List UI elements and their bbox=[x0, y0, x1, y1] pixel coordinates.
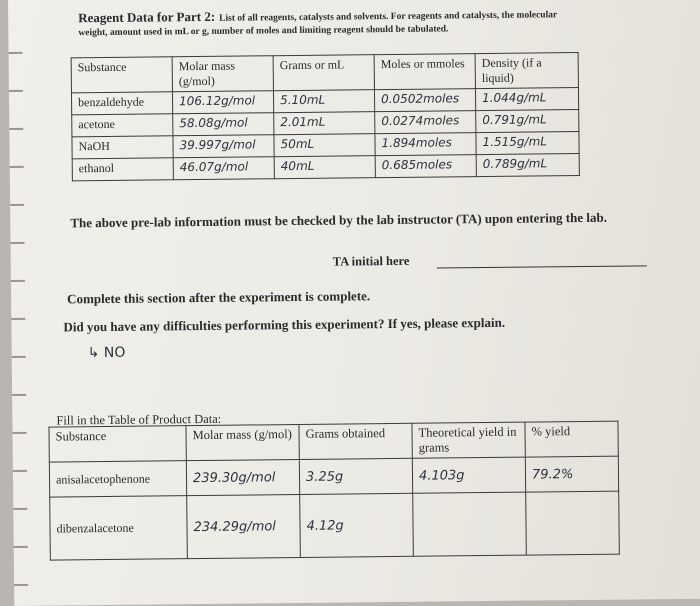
theoretical-yield-cell[interactable]: 4.103g bbox=[412, 457, 525, 493]
moles-cell[interactable]: 0.0502moles bbox=[374, 89, 475, 112]
table-row bbox=[72, 154, 579, 181]
moles-cell[interactable]: 0.0274moles bbox=[375, 111, 476, 134]
moles-cell[interactable]: 0.685moles bbox=[375, 155, 476, 178]
header-theoretical-yield: Theoretical yield in grams bbox=[412, 422, 525, 458]
amount-cell[interactable]: 40mL bbox=[274, 156, 375, 179]
binder-edge bbox=[8, 0, 32, 606]
difficulties-answer[interactable]: ↳ NO bbox=[87, 344, 126, 362]
molar-mass-cell[interactable]: 234.29g/mol bbox=[187, 494, 301, 558]
molar-mass-cell[interactable]: 46.07g/mol bbox=[173, 157, 274, 180]
header-moles: Moles or mmoles bbox=[374, 54, 475, 90]
reagent-data-table bbox=[71, 52, 580, 181]
substance-cell: benzaldehyde bbox=[71, 92, 172, 115]
substance-cell: anisalacetophenone bbox=[49, 461, 186, 497]
table-header-row bbox=[49, 421, 618, 462]
section-instructions-1: List of all reagents, catalysts and solvents. For reagents and catalysts, the molecular bbox=[219, 10, 558, 24]
amount-cell[interactable]: 5.10mL bbox=[273, 90, 374, 113]
header-substance: Substance bbox=[49, 426, 186, 462]
substance-cell: dibenzalacetone bbox=[50, 496, 188, 560]
table-header-row bbox=[71, 53, 578, 93]
header-molar-mass: Molar mass (g/mol) bbox=[186, 424, 299, 460]
header-grams-obtained: Grams obtained bbox=[299, 423, 412, 459]
substance-cell: acetone bbox=[72, 114, 173, 137]
percent-yield-cell[interactable]: 79.2% bbox=[525, 456, 618, 492]
product-data-table bbox=[48, 421, 619, 561]
table-row bbox=[49, 456, 618, 497]
grams-obtained-cell[interactable]: 3.25g bbox=[299, 458, 412, 494]
ta-initial-label: TA initial here bbox=[332, 253, 410, 269]
header-grams-or-ml: Grams or mL bbox=[273, 55, 374, 91]
moles-cell[interactable]: 1.894moles bbox=[375, 133, 476, 156]
density-cell[interactable]: 1.515g/mL bbox=[476, 132, 579, 155]
product-table-caption: Fill in the Table of Product Data: bbox=[56, 411, 222, 428]
prelab-check-note: The above pre-lab information must be checked by the lab instructor (TA) upon entering the lab. bbox=[70, 209, 608, 231]
molar-mass-cell[interactable]: 106.12g/mol bbox=[172, 91, 273, 114]
density-cell[interactable]: 0.791g/mL bbox=[476, 110, 579, 133]
section-instructions-2: weight, amount used in mL or g, number of moles and limiting reagent should be tabulated. bbox=[78, 24, 449, 39]
substance-cell: NaOH bbox=[72, 136, 173, 159]
density-cell[interactable]: 1.044g/mL bbox=[475, 88, 578, 111]
density-cell[interactable]: 0.789g/mL bbox=[476, 154, 579, 177]
grams-obtained-cell[interactable]: 4.12g bbox=[300, 493, 414, 557]
section-title: Reagent Data for Part 2: bbox=[78, 8, 216, 26]
header-substance: Substance bbox=[71, 57, 172, 93]
substance-cell: ethanol bbox=[72, 158, 173, 181]
ta-initial-line[interactable] bbox=[437, 265, 647, 268]
header-percent-yield: % yield bbox=[525, 421, 618, 457]
amount-cell[interactable]: 50mL bbox=[274, 134, 375, 157]
molar-mass-cell[interactable]: 58.08g/mol bbox=[173, 113, 274, 136]
header-density: Density (if a liquid) bbox=[475, 53, 578, 89]
difficulties-question: Did you have any difficulties performing this experiment? If yes, please explain. bbox=[63, 314, 506, 335]
header-molar-mass: Molar mass (g/mol) bbox=[172, 56, 273, 92]
molar-mass-cell[interactable]: 39.997g/mol bbox=[173, 135, 274, 158]
percent-yield-cell[interactable] bbox=[526, 491, 620, 555]
molar-mass-cell[interactable]: 239.30g/mol bbox=[186, 459, 299, 495]
table-row bbox=[50, 491, 620, 560]
worksheet-page bbox=[8, 0, 700, 606]
theoretical-yield-cell[interactable] bbox=[413, 492, 527, 556]
amount-cell[interactable]: 2.01mL bbox=[274, 112, 375, 135]
complete-section-note: Complete this section after the experiment is complete. bbox=[67, 288, 371, 307]
section-header bbox=[78, 5, 698, 40]
